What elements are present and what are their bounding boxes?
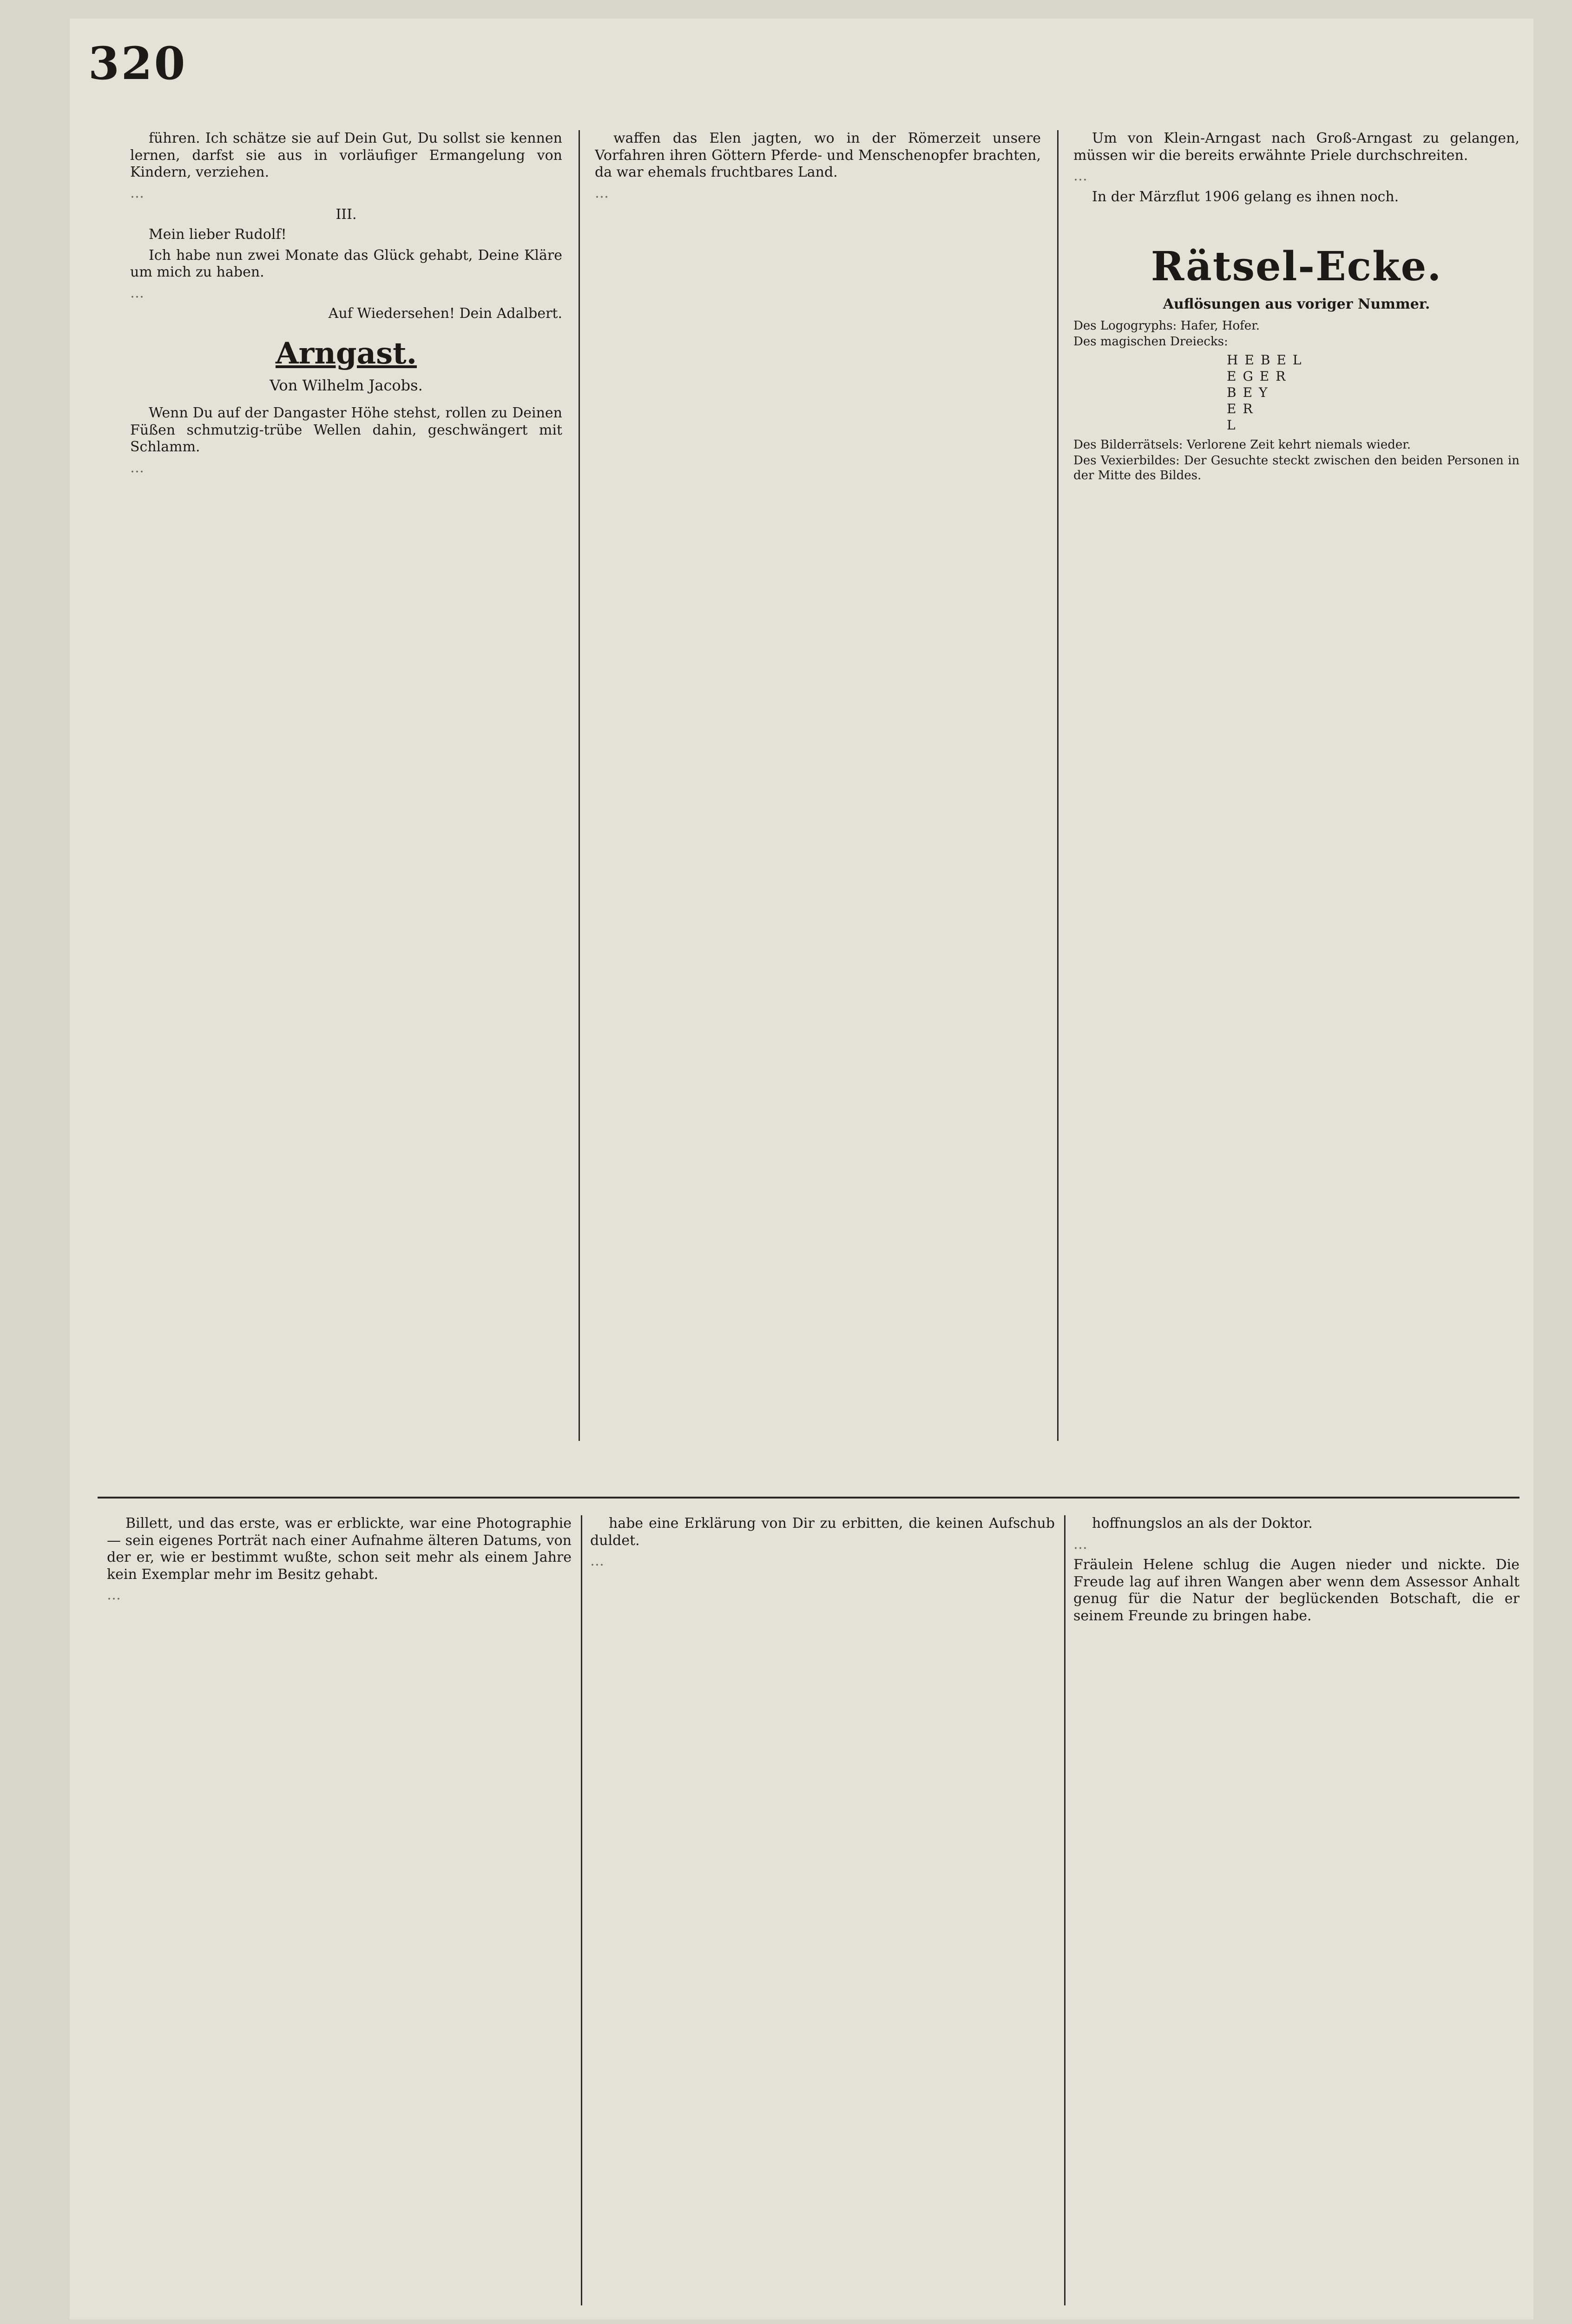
logogriph-solution: Des Logogryphs: Hafer, Hofer. <box>1073 318 1260 333</box>
column-rule-2 <box>1057 130 1059 1441</box>
col3-opening: Um von Klein-Arngast nach Groß-Arngast zu gelangen, müssen wir die bereits erwähnte Priele durchschreiten. <box>1073 130 1519 164</box>
column-1 <box>130 130 562 1436</box>
article-title: Arngast. <box>276 336 417 371</box>
triangle-row: HEBEL <box>1227 352 1308 368</box>
column-6 <box>1073 1515 1519 2305</box>
column-2 <box>595 130 1041 1441</box>
col4-opening: Billett, und das erste, was er erblickte, war eine Photographie — sein eigenes Porträt nach einer Aufnahme älteren Datums, von der er, wie er bestimmt wußte, schon seit mehr als einem Jahre kein Exemplar mehr im Besitz gehabt. <box>107 1515 572 1583</box>
col5-elided: … <box>590 1553 604 1570</box>
col3-closing-sentences: In der Märzflut 1906 gelang es ihnen noch. <box>1092 188 1399 205</box>
column-4 <box>107 1515 572 2305</box>
puzzle-solutions-subtitle: Auflösungen aus voriger Nummer. <box>1163 296 1430 313</box>
column-3 <box>1073 130 1519 1311</box>
col6-opening: hoffnungslos an als der Doktor. <box>1092 1515 1313 1532</box>
newspaper-page <box>70 19 1533 2319</box>
col5-opening: habe eine Erklärung von Dir zu erbitten, die keinen Aufschub duldet. <box>590 1515 1055 1549</box>
puzzle-corner-title: Rätsel-Ecke. <box>1151 243 1442 290</box>
letter3-closing: Auf Wiedersehen! Dein Adalbert. <box>328 305 562 322</box>
column-rule-1 <box>579 130 580 1441</box>
col6-elided: … <box>1073 1536 1087 1552</box>
letter-tail-elided: … <box>130 185 144 201</box>
article-elided: … <box>130 459 144 476</box>
column-rule-3 <box>581 1515 582 2305</box>
letter3-elided: … <box>130 284 144 301</box>
magic-triangle <box>1227 352 1519 433</box>
article-opening: Wenn Du auf der Dangaster Höhe stehst, rollen zu Deinen Füßen schmutzig-trübe Wellen dahin, geschwängert mit Schlamm. <box>130 405 562 456</box>
letter-tail-opening: führen. Ich schätze sie auf Dein Gut, Du sollst sie kennen lernen, darfst sie aus in vorläufiger Ermangelung von Kindern, verziehen. <box>130 130 562 181</box>
picture-puzzle-solution: Des Bilderrätsels: Verlorene Zeit kehrt niemals wieder. <box>1073 438 1411 452</box>
col4-elided: … <box>107 1587 121 1604</box>
triangle-solution-label: Des magischen Dreiecks: <box>1073 334 1228 349</box>
letter3-salutation: Mein lieber Rudolf! <box>149 226 287 243</box>
column-5 <box>590 1515 1055 2305</box>
hidden-picture-solution: Des Vexierbildes: Der Gesuchte steckt zwischen den beiden Personen in der Mitte des Bildes. <box>1073 454 1519 482</box>
section-numeral: III. <box>335 206 357 223</box>
col2-opening: waffen das Elen jagten, wo in der Römerzeit unsere Vorfahren ihren Göttern Pferde- und Menschenopfer brachten, da war ehemals fruchtbares Land. <box>595 130 1041 181</box>
triangle-row: ER <box>1227 401 1259 417</box>
page-number: 320 <box>88 37 187 90</box>
triangle-row: L <box>1227 417 1242 433</box>
section-divider <box>98 1497 1519 1499</box>
col6-closing: Fräulein Helene schlug die Augen nieder und nickte. Die Freude lag auf ihren Wangen aber wenn dem Assessor Anhalt genug für die Natur der beglückenden Botschaft, die er seinem Freunde zu bringen habe. <box>1073 1557 1519 1624</box>
col2-elided: … <box>595 185 609 201</box>
triangle-row: BEY <box>1227 385 1274 401</box>
article-byline: Von Wilhelm Jacobs. <box>270 376 423 395</box>
col3-elided: … <box>1073 168 1087 185</box>
letter3-opening: Ich habe nun zwei Monate das Glück gehabt, Deine Kläre um mich zu haben. <box>130 247 562 281</box>
triangle-row: EGER <box>1227 369 1292 384</box>
column-rule-4 <box>1064 1515 1066 2305</box>
